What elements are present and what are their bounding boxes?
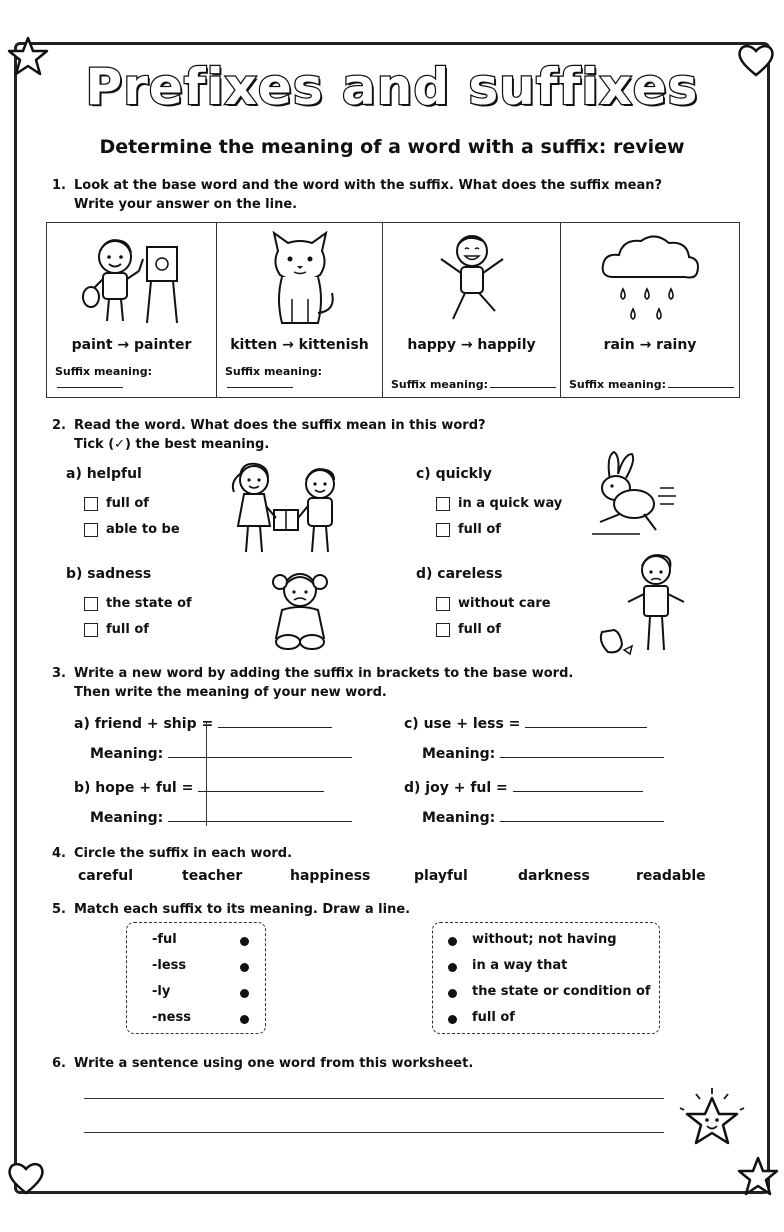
question-number: 4.: [52, 846, 66, 861]
answer-line[interactable]: [500, 821, 664, 822]
kitten-icon: [260, 229, 340, 329]
answer-line[interactable]: [490, 387, 556, 388]
question-text: Match each suffix to its meaning. Draw a line.: [74, 902, 411, 917]
question-text: Write a sentence using one word from this worksheet.: [74, 1056, 474, 1071]
careless-boy-broken-vase-icon: [594, 550, 694, 660]
option[interactable]: [436, 622, 501, 637]
question-number: 2.: [52, 418, 66, 433]
checkbox[interactable]: [436, 597, 450, 611]
divider-line: [206, 722, 207, 826]
circle-word[interactable]: readable: [636, 868, 706, 884]
word-pair: kitten → kittenish: [230, 337, 369, 353]
circle-word[interactable]: careful: [78, 868, 134, 884]
question-text-line2: Then write the meaning of your new word.: [74, 685, 387, 700]
option[interactable]: [84, 522, 180, 537]
checkbox[interactable]: [84, 623, 98, 637]
suffix-item: -less: [152, 958, 187, 973]
writing-line[interactable]: [84, 1132, 664, 1133]
suffix-meaning-label: Suffix meaning:: [569, 378, 666, 391]
question-text: Look at the base word and the word with the suffix. What does the suffix mean?: [74, 178, 663, 193]
answer-line[interactable]: [668, 387, 734, 388]
question-2: [52, 416, 486, 454]
option[interactable]: [436, 522, 501, 537]
suffix-item: -ful: [152, 932, 177, 947]
question-text: Circle the suffix in each word.: [74, 846, 293, 861]
match-dot[interactable]: [240, 1015, 249, 1024]
option-label: full of: [106, 496, 149, 511]
suffix-item: -ly: [152, 984, 171, 999]
meaning-label: Meaning:: [90, 810, 164, 826]
picture-cell: [47, 223, 217, 398]
equation-label: d) joy + ful =: [404, 780, 508, 796]
question-5: [52, 900, 410, 919]
picture-cell: [217, 223, 383, 398]
option-label: in a quick way: [458, 496, 563, 511]
circle-word[interactable]: darkness: [518, 868, 590, 884]
match-dot[interactable]: [240, 937, 249, 946]
option[interactable]: [436, 496, 562, 511]
running-rabbit-icon: [584, 450, 676, 534]
meaning-item: [422, 746, 664, 762]
answer-line[interactable]: [168, 757, 352, 758]
circle-word[interactable]: happiness: [290, 868, 371, 884]
question-text-line2: Write your answer on the line.: [74, 197, 298, 212]
meaning-item: without; not having: [472, 932, 617, 947]
match-dot[interactable]: [448, 937, 457, 946]
option-label: full of: [106, 622, 149, 637]
word-pair: paint → painter: [71, 337, 192, 353]
picture-cell: [383, 223, 561, 398]
meaning-item: the state or condition of: [472, 984, 651, 999]
circle-word[interactable]: teacher: [182, 868, 243, 884]
match-dot[interactable]: [448, 989, 457, 998]
item-label: c) quickly: [416, 466, 492, 482]
answer-line[interactable]: [198, 791, 324, 792]
suffix-meaning-field[interactable]: [391, 378, 556, 391]
question-number: 3.: [52, 666, 66, 681]
meaning-item: [90, 810, 352, 826]
meaning-item: [422, 810, 664, 826]
equation-label: b) hope + ful =: [74, 780, 194, 796]
checkbox[interactable]: [436, 523, 450, 537]
smiling-star-icon: [676, 1086, 748, 1158]
meaning-item: full of: [472, 1010, 515, 1025]
option-label: without care: [458, 596, 551, 611]
answer-line[interactable]: [513, 791, 643, 792]
equation-item: [74, 716, 332, 732]
equation-label: a) friend + ship =: [74, 716, 214, 732]
question-3: [52, 664, 573, 702]
match-dot[interactable]: [240, 989, 249, 998]
match-dot[interactable]: [448, 1015, 457, 1024]
answer-line[interactable]: [227, 387, 293, 388]
meaning-item: [90, 746, 352, 762]
question-number: 1.: [52, 178, 66, 193]
item-label: b) sadness: [66, 566, 152, 582]
option-label: the state of: [106, 596, 192, 611]
checkbox[interactable]: [84, 497, 98, 511]
option[interactable]: [84, 622, 149, 637]
page-subtitle: Determine the meaning of a word with a suffix: review: [99, 136, 685, 158]
equation-item: [404, 780, 643, 796]
option[interactable]: [84, 596, 192, 611]
question-number: 6.: [52, 1056, 66, 1071]
checkbox[interactable]: [436, 623, 450, 637]
item-label: d) careless: [416, 566, 503, 582]
equation-label: c) use + less =: [404, 716, 521, 732]
answer-line[interactable]: [218, 727, 332, 728]
suffix-meaning-label: Suffix meaning:: [391, 378, 488, 391]
match-dot[interactable]: [448, 963, 457, 972]
suffix-meaning-field[interactable]: [569, 378, 734, 391]
option[interactable]: [436, 596, 551, 611]
sad-girl-icon: [262, 566, 338, 652]
question-text-line2: Tick (✓) the best meaning.: [74, 437, 270, 452]
heart-icon: [6, 1160, 46, 1196]
equation-item: [404, 716, 647, 732]
question-text: Read the word. What does the suffix mean in this word?: [74, 418, 486, 433]
picture-cell: [561, 223, 740, 398]
happy-jumping-boy-icon: [427, 229, 517, 329]
page-title: Prefixes and suffixes: [85, 58, 699, 116]
word-pair: rain → rainy: [603, 337, 697, 353]
option-label: full of: [458, 522, 501, 537]
checkbox[interactable]: [84, 523, 98, 537]
checkbox[interactable]: [84, 597, 98, 611]
picture-table: [46, 222, 740, 398]
suffix-meaning-label: Suffix meaning:: [225, 365, 322, 378]
meaning-label: Meaning:: [90, 746, 164, 762]
answer-line[interactable]: [500, 757, 664, 758]
children-sharing-gift-icon: [222, 460, 352, 556]
option-label: able to be: [106, 522, 180, 537]
suffix-meaning-field[interactable]: [225, 365, 382, 391]
question-6: [52, 1054, 473, 1073]
match-dot[interactable]: [240, 963, 249, 972]
option[interactable]: [84, 496, 149, 511]
word-pair: happy → happily: [407, 337, 536, 353]
meaning-label: Meaning:: [422, 810, 496, 826]
equation-item: [74, 780, 324, 796]
item-label: a) helpful: [66, 466, 142, 482]
suffix-meaning-label: Suffix meaning:: [55, 365, 152, 378]
option-label: full of: [458, 622, 501, 637]
answer-line[interactable]: [57, 387, 123, 388]
suffix-item: -ness: [152, 1010, 191, 1025]
star-icon: [738, 1156, 778, 1196]
meaning-label: Meaning:: [422, 746, 496, 762]
meaning-item: in a way that: [472, 958, 568, 973]
writing-line[interactable]: [84, 1098, 664, 1099]
painter-boy-icon: [77, 231, 187, 327]
rain-cloud-icon: [595, 229, 705, 329]
checkbox[interactable]: [436, 497, 450, 511]
question-4: [52, 844, 292, 863]
answer-line[interactable]: [525, 727, 647, 728]
question-1: [52, 176, 662, 214]
question-number: 5.: [52, 902, 66, 917]
circle-word[interactable]: playful: [414, 868, 468, 884]
answer-line[interactable]: [168, 821, 352, 822]
question-text: Write a new word by adding the suffix in brackets to the base word.: [74, 666, 574, 681]
suffix-meaning-field[interactable]: [55, 365, 216, 391]
